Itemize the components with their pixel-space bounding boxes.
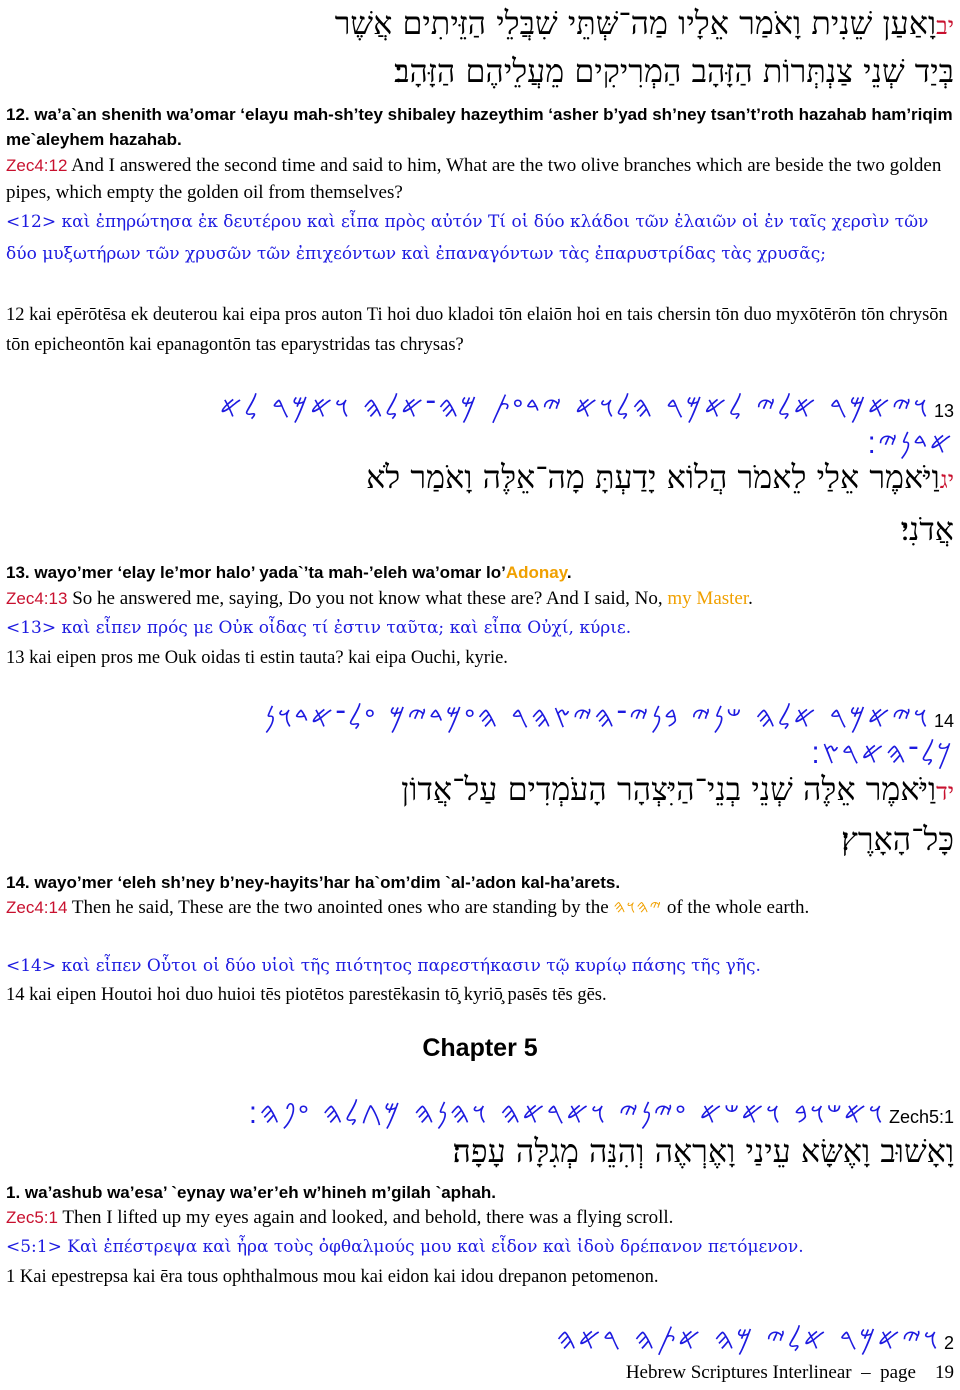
- transliteration-v12: 12. wa’a`an shenith wa’omar ‘elayu mah-sh’tey shibaley hazeythim ‘asher b’yad sh’ney tsan’t’roth hazahab ham’riqim me`aleyhem hazahab.: [6, 105, 953, 149]
- chapter-heading: Chapter 5: [422, 1034, 538, 1062]
- hebrew-verse-number: יד: [936, 778, 954, 806]
- paleo-hebrew-v14-line1: 14 𐤅𐤉𐤀𐤌𐤓 𐤀𐤋𐤄 𐤔𐤍𐤉 𐤁𐤍𐤉־𐤄𐤉𐤑𐤄𐤓 𐤄𐤏𐤌𐤃𐤉𐤌 𐤏𐤋־𐤀𐤃𐤅𐤍: [263, 700, 954, 735]
- page-number: 19: [935, 1362, 954, 1383]
- footer-label: Hebrew Scriptures Interlinear: [625, 1362, 852, 1383]
- hebrew-verse-number: יג: [939, 466, 954, 494]
- english-v12: Zec4:12 And I answered the second time and said to him, What are the two olive branches which are beside the two golden pipes, which empty the golden oil from themselves?: [6, 155, 942, 203]
- paleo-hebrew-v14-line2: 𐤊𐤋־𐤄𐤀𐤓𐤑׃: [811, 736, 954, 771]
- english-c5v1: Zec5:1 Then I lifted up my eyes again and looked, and behold, there was a flying scroll.: [6, 1207, 674, 1228]
- paleo-hebrew-v13-line1: 13 𐤅𐤉𐤀𐤌𐤓 𐤀𐤋𐤉 𐤋𐤀𐤌𐤓 𐤄𐤋𐤅𐤀 𐤉𐤃𐤏𐤕 𐤌𐤄־𐤀𐤋𐤄 𐤅𐤀𐤌𐤓 𐤋𐤀: [219, 390, 954, 425]
- transliteration-v14: 14. wayo’mer ‘eleh sh’ney b’ney-hayits’har ha`om’dim `al-’adon kal-ha’arets.: [6, 873, 621, 892]
- paleo-hebrew-c5v1: Zech5:1 𐤅𐤀𐤔𐤅𐤁 𐤅𐤀𐤔𐤀 𐤏𐤉𐤍𐤉 𐤅𐤀𐤓𐤀𐤄 𐤅𐤄𐤍𐤄 𐤌𐤂𐤋𐤄 𐤏𐤐𐤄׃: [248, 1096, 954, 1131]
- hebrew-text-v13-line1: יגוַיֹּאמֶר אֵלַי לֵאמֹר הֲלוֹא יָדַעְתָּ מָה־אֵלֶּה וָאֹמַר לֹא: [366, 458, 954, 496]
- paleo-verse-number: 14: [933, 711, 954, 731]
- greek-verse-ref: <5:1>: [6, 1237, 62, 1257]
- divine-name: Adonay: [505, 563, 567, 582]
- english-v14: Zec4:14 Then he said, These are the two anointed ones who are standing by the 𐤉𐤄𐤅𐤄 of the whole earth.: [6, 897, 810, 918]
- greek-transliteration-v13: 13 kai eipen pros me Ouk oidas ti estin tauta? kai eipa Ouchi, kyrie.: [6, 648, 508, 668]
- greek-verse-ref: <12>: [6, 212, 57, 232]
- greek-c5v1: <5:1> Καὶ ἐπέστρεψα καὶ ἦρα τοὺς ὀφθαλμούς μου καὶ εἶδον καὶ ἰδοὺ δρέπανον πετόμενον.: [6, 1237, 804, 1257]
- verse-reference: Zec5:1: [6, 1208, 58, 1227]
- verse-reference: Zec4:12: [6, 156, 68, 175]
- english-v13: Zec4:13 So he answered me, saying, Do you not know what these are? And I said, No, my Master.: [6, 588, 753, 609]
- hebrew-text-v14-line1: ידוַיֹּאמֶר אֵלֶּה שְׁנֵי בְנֵי־הַיִּצְהָר הָעֹמְדִים עַל־אֲדוֹן: [401, 770, 954, 808]
- hebrew-text-v13-line2: אֲדֹנִי׃: [900, 510, 954, 548]
- greek-transliteration-c5v1: 1 Kai epestrepsa kai ēra tous ophthalmous mou kai eidon kai idou drepanon petomenon.: [6, 1267, 659, 1287]
- paleo-hebrew-v13-line2: 𐤀𐤃𐤍𐤉׃: [867, 426, 954, 461]
- hebrew-text-v14-line2: כָּל־הָאָרֶץ׃: [841, 820, 954, 858]
- verse-reference: Zec4:14: [6, 898, 68, 917]
- footer-dash: –: [861, 1362, 871, 1383]
- hebrew-text-c5v1: וָאָשׁוּב וָאֶשָּׂא עֵינַי וָאֶרְאֶה וְהִנֵּה מְגִלָּה עָפָה׃: [452, 1132, 954, 1170]
- paleo-verse-number: Zech5:1: [888, 1107, 954, 1127]
- divine-title: my Master: [667, 588, 749, 609]
- paleo-verse-number: 2: [943, 1333, 954, 1353]
- greek-transliteration-v12: 12 kai epērōtēsa ek deuterou kai eipa pros auton Ti hoi duo kladoi tōn elaiōn hoi en tais chersin tōn duo myxōtērōn tōn chrysōn tōn epicheontōn kai epanagontōn tas eparystridas tas chrysas?: [6, 305, 948, 355]
- footer-page-label: page: [880, 1362, 916, 1383]
- paleo-hebrew-c5v2: 2 𐤅𐤉𐤀𐤌𐤓 𐤀𐤋𐤉 𐤌𐤄 𐤀𐤕𐤄 𐤓𐤀𐤄: [556, 1322, 954, 1357]
- page-footer: [626, 1362, 954, 1384]
- verse-reference: Zec4:13: [6, 589, 68, 608]
- greek-v12: <12> καὶ ἐπηρώτησα ἐκ δευτέρου καὶ εἶπα πρὸς αὐτόν Τί οἱ δύο κλάδοι τῶν ἐλαιῶν οἱ ἐν ταῖς χερσὶν τῶν δύο μυξωτήρων τῶν χρυσῶν τῶν ἐπιχεόντων καὶ ἐπαναγόντων τὰς ἐπαρυστρίδας τὰς χρυσᾶς;: [6, 212, 929, 264]
- hebrew-text-v12-line2: בְּיַד שְׁנֵי צַנְתְּרוֹת הַזָּהָב הַמְרִיקִים מֵעֲלֵיהֶם הַזָּהָב׃: [394, 52, 954, 90]
- greek-v14: <14> καὶ εἶπεν Οὗτοι οἱ δύο υἱοὶ τῆς πιότητος παρεστήκασιν τῷ κυρίῳ πάσης τῆς γῆς.: [6, 956, 761, 976]
- paleo-verse-number: 13: [933, 401, 954, 421]
- greek-verse-ref: <13>: [6, 618, 57, 638]
- greek-transliteration-v14: 14 kai eipen Houtoi hoi duo huioi tēs piotētos parestēkasin tō̧ kyriō̧ pasēs tēs gēs.: [6, 985, 607, 1005]
- transliteration-c5v1: 1. wa’ashub wa’esa’ `eynay wa’er’eh w’hineh m’gilah `aphah.: [6, 1183, 497, 1202]
- greek-verse-ref: <14>: [6, 956, 57, 976]
- hebrew-text-v12-line1: יבוָאַעַן שֵׁנִית וָאֹמַר אֵלָיו מַה־שְּׁתֵּי שִׁבֲּלֵי הַזֵּיתִים אֲשֶׁר: [334, 4, 954, 42]
- paleo-divine-name: 𐤉𐤄𐤅𐤄: [613, 897, 663, 918]
- hebrew-verse-number: יב: [936, 12, 954, 40]
- transliteration-v13: 13. wayo’mer ‘elay le’mor halo’ yada`’ta mah-’eleh wa’omar lo’Adonay.: [6, 563, 572, 582]
- greek-v13: <13> καὶ εἶπεν πρός με Οὐκ οἶδας τί ἐστιν ταῦτα; καὶ εἶπα Οὐχί, κύριε.: [6, 618, 632, 638]
